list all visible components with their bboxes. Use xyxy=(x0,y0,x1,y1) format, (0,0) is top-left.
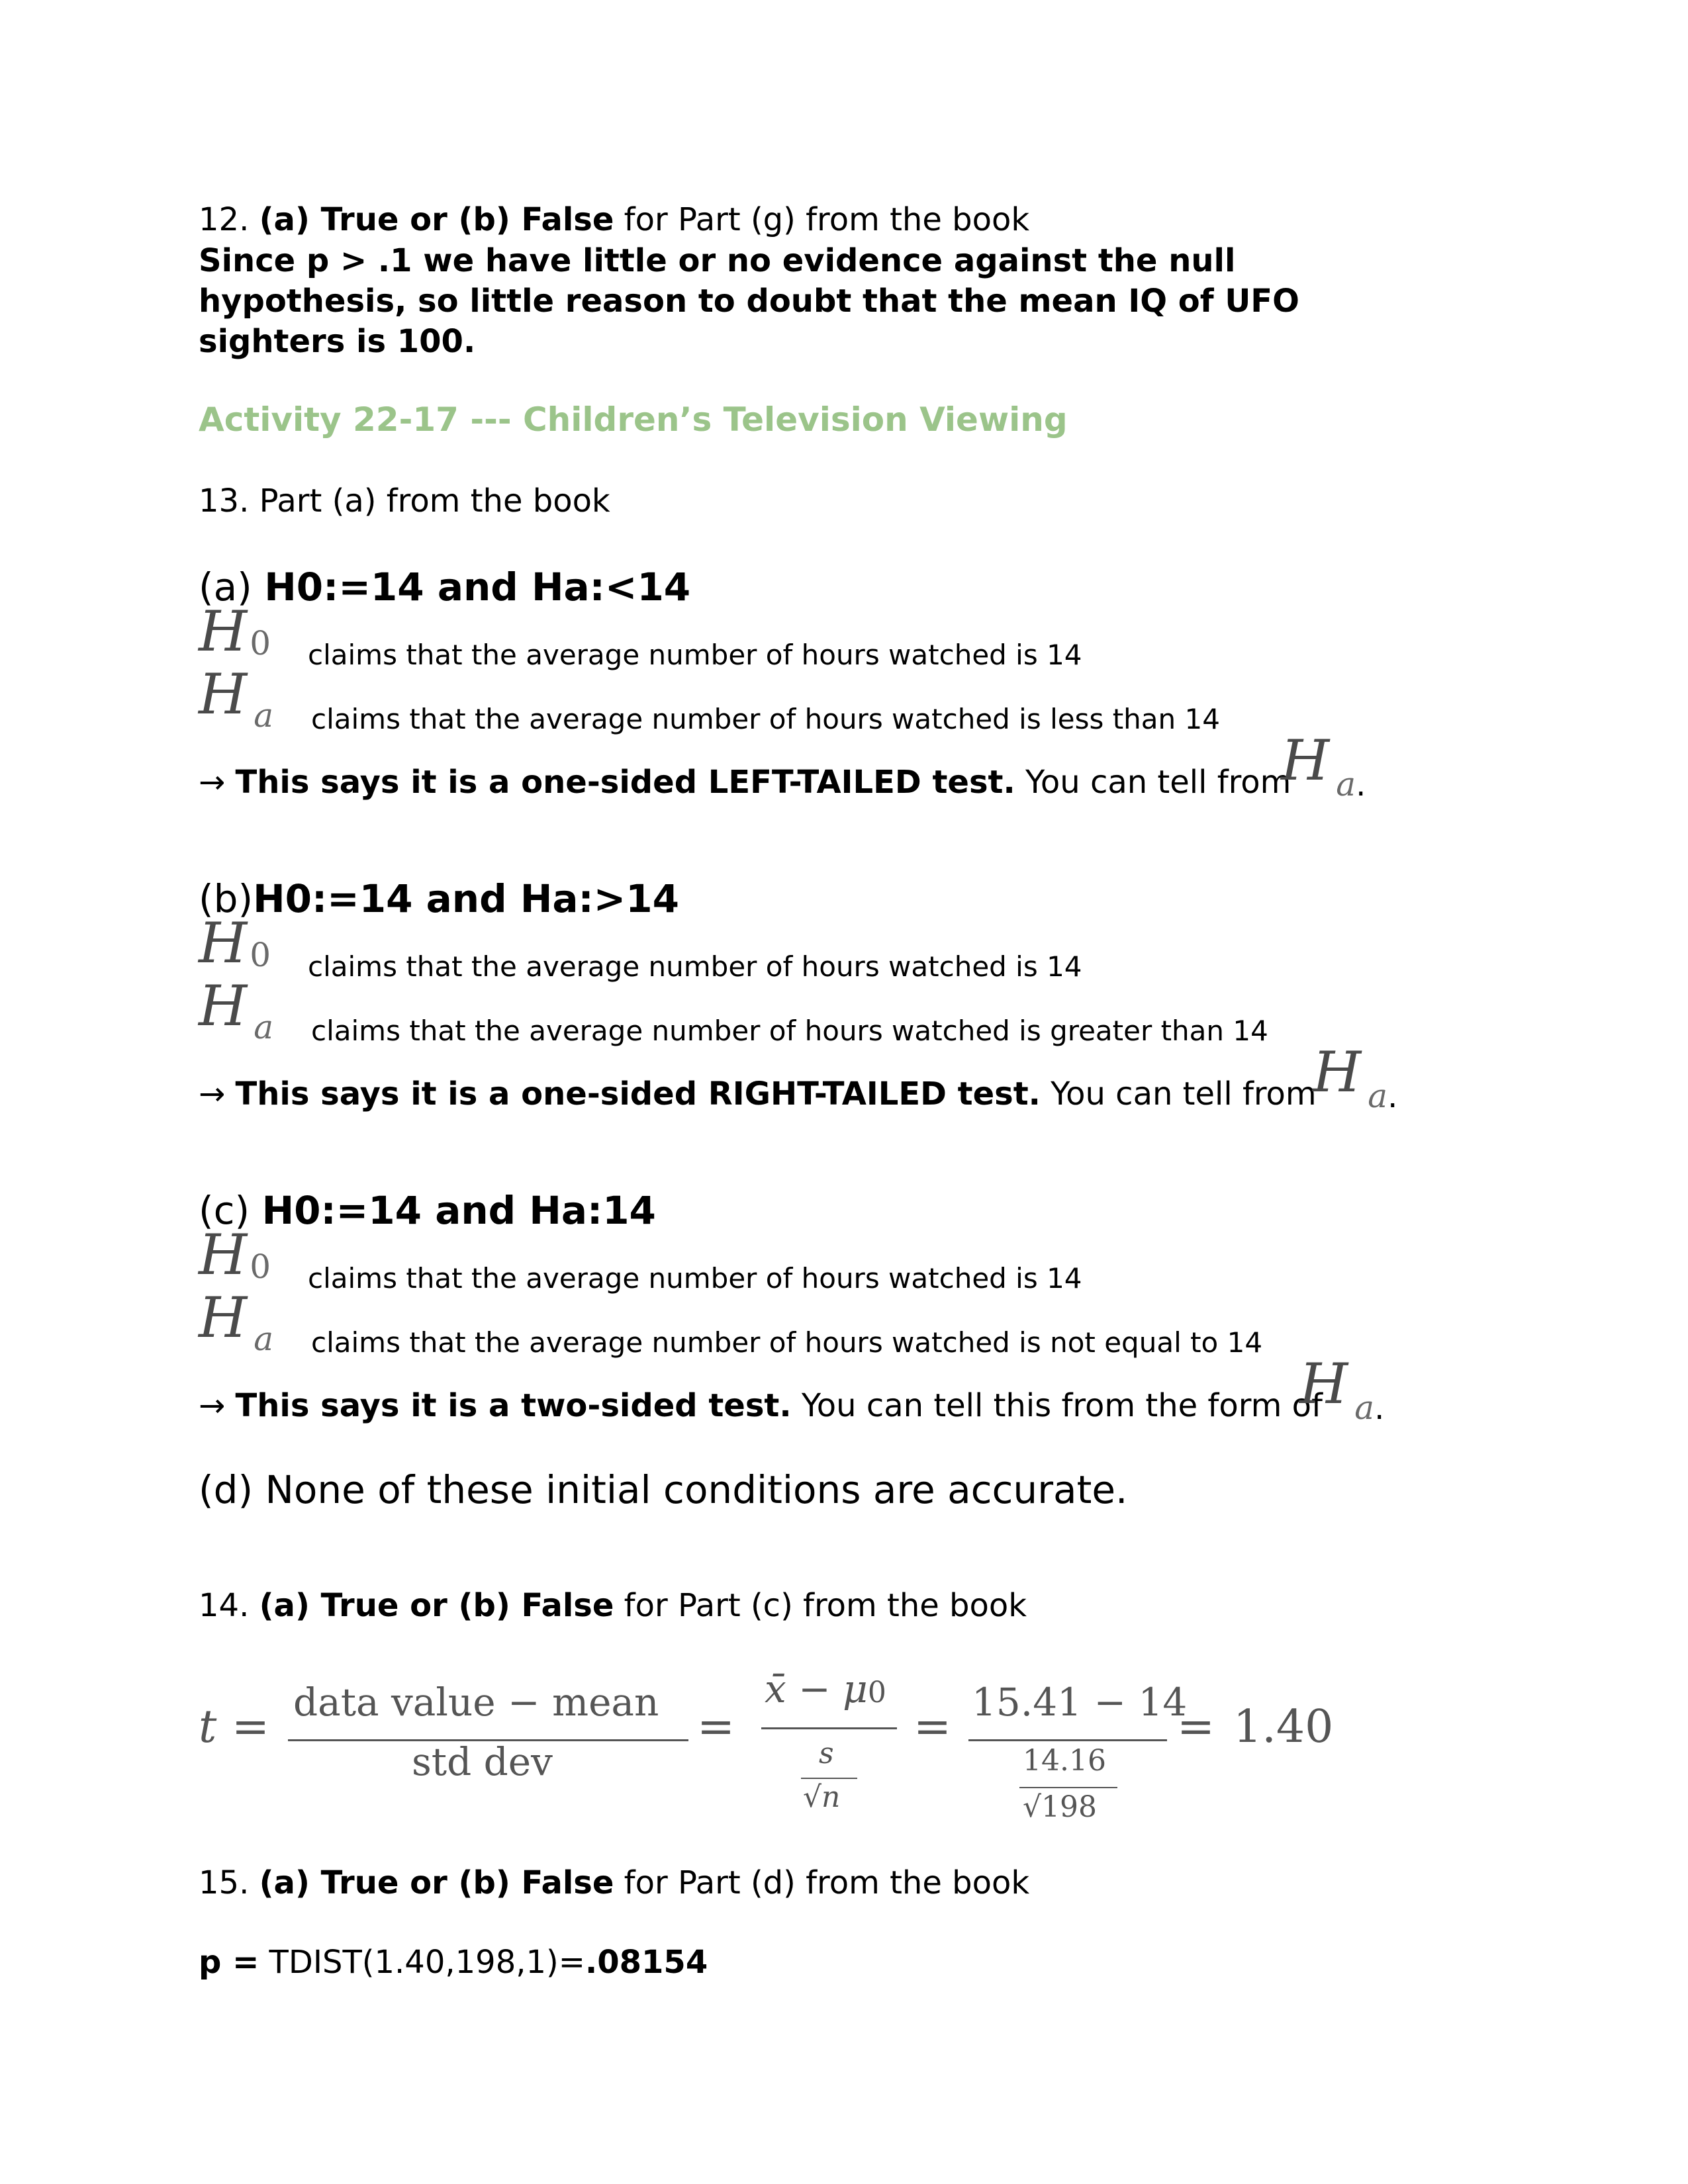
choice-a-h0-row xyxy=(199,599,271,664)
q12-answer-line-3: sighters is 100. xyxy=(199,323,476,360)
eq-fracline-2 xyxy=(761,1727,897,1729)
ha-subscript: a xyxy=(254,1320,274,1358)
eq-sign-4: = xyxy=(1177,1701,1215,1753)
h0-symbol: H xyxy=(199,1222,248,1287)
choice-c-label: (c) xyxy=(199,1188,262,1233)
eq-result: 1.40 xyxy=(1233,1701,1334,1753)
ha-symbol: H xyxy=(199,1285,248,1350)
choice-c-ha-row xyxy=(199,1285,274,1358)
choice-c-conclusion-rest: You can tell this from the form of xyxy=(791,1387,1323,1424)
q15-tail: for Part (d) from the book xyxy=(614,1864,1030,1901)
eq-den2-n: √n xyxy=(803,1780,841,1814)
eq-den1: std dev xyxy=(412,1739,553,1784)
eq-num2-sub: 0 xyxy=(867,1676,886,1709)
choice-b-hypotheses: H0:=14 and Ha:>14 xyxy=(253,876,679,921)
q13-intro: 13. Part (a) from the book xyxy=(199,482,610,520)
eq-fracline-3b xyxy=(1019,1787,1117,1788)
choice-b-h0-text: claims that the average number of hours watched is 14 xyxy=(308,950,1082,983)
choice-c-ha-inline xyxy=(1299,1351,1385,1427)
p-label: p = xyxy=(199,1944,259,1981)
choice-b-ha-text: claims that the average number of hours watched is greater than 14 xyxy=(311,1015,1268,1047)
h0-symbol: H xyxy=(199,599,248,664)
eq-sign-3: = xyxy=(914,1701,951,1753)
choice-c-conclusion-bold: This says it is a two-sided test. xyxy=(235,1387,792,1424)
choice-b-conclusion-rest: You can tell from xyxy=(1040,1075,1317,1113)
q14-number: 14. xyxy=(199,1587,250,1624)
choice-b-label: (b) xyxy=(199,876,254,921)
eq-sign-1: = xyxy=(232,1701,269,1753)
period: . xyxy=(1356,766,1366,803)
q12-line xyxy=(199,200,1029,240)
choice-a-ha-row xyxy=(199,662,274,735)
q12-options: (a) True or (b) False xyxy=(259,201,614,238)
choice-c-h0-text: claims that the average number of hours watched is 14 xyxy=(308,1262,1082,1295)
ha-inline-subscript: a xyxy=(1368,1077,1388,1115)
choice-a-h0-text: claims that the average number of hours watched is 14 xyxy=(308,639,1082,671)
ha-inline-symbol: H xyxy=(1281,728,1330,793)
choice-a-conclusion xyxy=(199,762,1291,802)
choice-a-label: (a) xyxy=(199,565,265,610)
eq-num2 xyxy=(765,1666,886,1711)
q15-options: (a) True or (b) False xyxy=(259,1864,614,1901)
choice-b-ha-inline xyxy=(1313,1040,1398,1115)
ha-inline-symbol: H xyxy=(1299,1351,1348,1416)
ha-inline-symbol: H xyxy=(1313,1040,1362,1105)
eq-den3-top: 14.16 xyxy=(1023,1744,1106,1778)
p-formula: TDIST(1.40,198,1)= xyxy=(259,1944,585,1981)
q14-line xyxy=(199,1586,1027,1625)
period: . xyxy=(1374,1390,1385,1427)
q14-tail: for Part (c) from the book xyxy=(614,1587,1027,1624)
choice-b-conclusion-bold: This says it is a one-sided RIGHT-TAILED test. xyxy=(235,1075,1041,1113)
arrow-icon: → xyxy=(199,764,226,801)
eq-den2-s: s xyxy=(819,1737,834,1770)
q14-options: (a) True or (b) False xyxy=(259,1587,614,1624)
q15-line xyxy=(199,1863,1029,1903)
choice-a-ha-text: claims that the average number of hours watched is less than 14 xyxy=(311,703,1220,735)
eq-fracline-2b xyxy=(801,1778,857,1779)
ha-subscript: a xyxy=(254,696,274,735)
choice-c-conclusion xyxy=(199,1386,1323,1426)
choice-b-ha-row xyxy=(199,974,274,1046)
q12-tail: for Part (g) from the book xyxy=(614,201,1030,238)
q12-number: 12. xyxy=(199,201,250,238)
h0-symbol: H xyxy=(199,911,248,976)
eq-den3-bot: √198 xyxy=(1023,1790,1098,1824)
activity-heading: Activity 22-17 --- Children’s Television Viewing xyxy=(199,400,1068,439)
ha-inline-subscript: a xyxy=(1336,765,1356,803)
q15-number: 15. xyxy=(199,1864,250,1901)
ha-symbol: H xyxy=(199,974,248,1038)
choice-b-h0-row xyxy=(199,911,271,976)
choice-c-hypotheses: H0:=14 and Ha:14 xyxy=(261,1188,656,1233)
choice-c-ha-text: claims that the average number of hours watched is not equal to 14 xyxy=(311,1326,1263,1359)
choice-d: (d) None of these initial conditions are accurate. xyxy=(199,1467,1128,1512)
choice-a-ha-inline xyxy=(1281,728,1366,803)
choice-b-conclusion xyxy=(199,1074,1317,1114)
period: . xyxy=(1387,1078,1398,1115)
arrow-icon: → xyxy=(199,1387,226,1424)
eq-num1: data value − mean xyxy=(293,1680,659,1725)
eq-sign-2: = xyxy=(697,1701,735,1753)
q15-p-line xyxy=(199,1942,708,1982)
eq-num3: 15.41 − 14 xyxy=(972,1680,1188,1725)
ha-symbol: H xyxy=(199,662,248,727)
choice-a-conclusion-bold: This says it is a one-sided LEFT-TAILED test. xyxy=(235,764,1015,801)
eq-num2-text: x̄ − μ xyxy=(765,1666,868,1711)
eq-t: t xyxy=(199,1701,217,1753)
q12-answer-line-1: Since p > .1 we have little or no evidence against the null xyxy=(199,242,1236,279)
h0-subscript: 0 xyxy=(250,936,271,974)
h0-subscript: 0 xyxy=(250,624,271,662)
ha-inline-subscript: a xyxy=(1354,1388,1375,1427)
arrow-icon: → xyxy=(199,1075,226,1113)
p-value: .08154 xyxy=(585,1944,708,1981)
eq-fracline-3 xyxy=(968,1739,1167,1741)
choice-c-h0-row xyxy=(199,1222,271,1287)
choice-a-conclusion-rest: You can tell from xyxy=(1015,764,1291,801)
choice-a-heading xyxy=(199,564,690,610)
h0-subscript: 0 xyxy=(250,1248,271,1286)
q12-answer-line-2: hypothesis, so little reason to doubt that the mean IQ of UFO xyxy=(199,283,1299,320)
ha-subscript: a xyxy=(254,1008,274,1046)
choice-a-hypotheses: H0:=14 and Ha:<14 xyxy=(264,565,691,610)
